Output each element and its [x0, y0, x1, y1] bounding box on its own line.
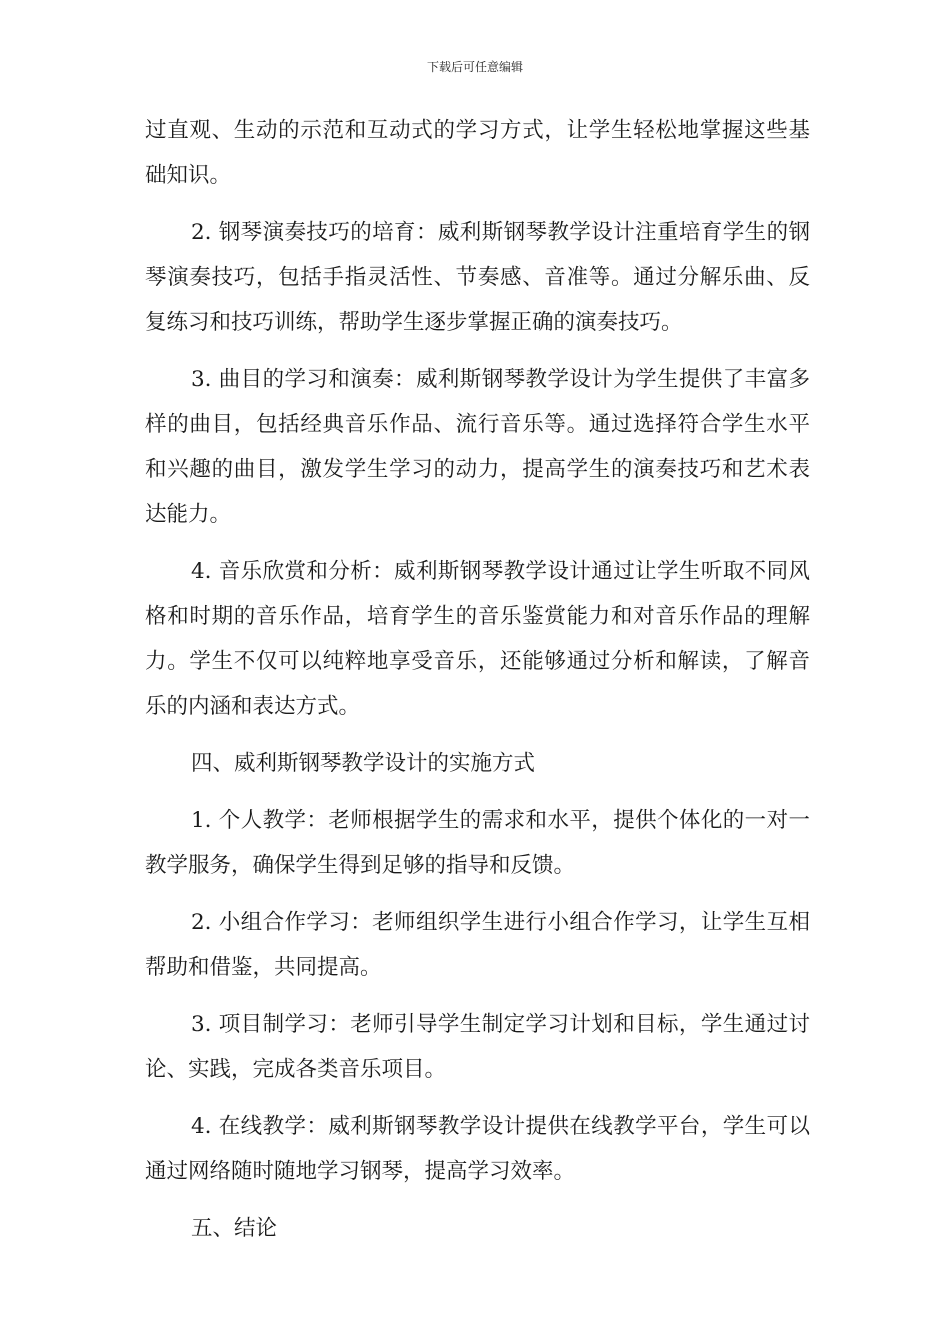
- section-heading: 四、威利斯钢琴教学设计的实施方式: [191, 751, 536, 776]
- section-heading: 五、结论: [191, 1216, 278, 1241]
- paragraph: 3. 曲目的学习和演奏：威利斯钢琴教学设计为学生提供了丰富多样的曲目，包括经典音乐作品、流行音乐等。通过选择符合学生水平和兴趣的曲目，激发学生学习的动力，提高学生的演奏技巧和艺术表达能力。: [145, 367, 810, 527]
- paragraph: 4. 音乐欣赏和分析：威利斯钢琴教学设计通过让学生听取不同风格和时期的音乐作品，培育学生的音乐鉴赏能力和对音乐作品的理解力。学生不仅可以纯粹地享受音乐，还能够通过分析和解读，了解音乐的内涵和表达方式。: [145, 559, 810, 719]
- header-note: 下载后可任意编辑: [426, 60, 523, 74]
- paragraph: 2. 钢琴演奏技巧的培育：威利斯钢琴教学设计注重培育学生的钢琴演奏技巧，包括手指灵活性、节奏感、音准等。通过分解乐曲、反复练习和技巧训练，帮助学生逐步掌握正确的演奏技巧。: [145, 220, 810, 335]
- paragraph: 3. 项目制学习：老师引导学生制定学习计划和目标，学生通过讨论、实践，完成各类音乐项目。: [145, 1012, 810, 1082]
- paragraph: 过直观、生动的示范和互动式的学习方式，让学生轻松地掌握这些基础知识。: [145, 118, 810, 188]
- document-body: [145, 108, 810, 1263]
- paragraph: 4. 在线教学：威利斯钢琴教学设计提供在线教学平台，学生可以通过网络随时随地学习钢琴，提高学习效率。: [145, 1114, 810, 1184]
- paragraph: 1. 个人教学：老师根据学生的需求和水平，提供个体化的一对一教学服务，确保学生得到足够的指导和反馈。: [145, 808, 810, 878]
- paragraph: 2. 小组合作学习：老师组织学生进行小组合作学习，让学生互相帮助和借鉴，共同提高。: [145, 910, 810, 980]
